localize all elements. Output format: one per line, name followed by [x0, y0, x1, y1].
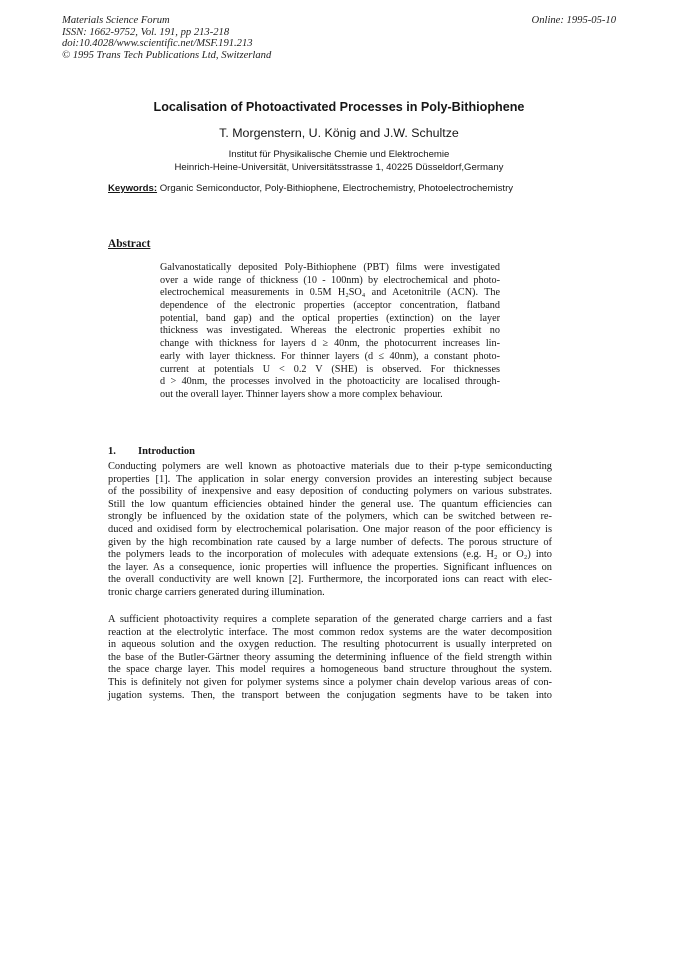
- paragraph-line: jugation systems. Then, the transport between the conjugation segments have to be taken into: [108, 689, 552, 701]
- journal-copyright: © 1995 Trans Tech Publications Ltd, Switzerland: [62, 49, 272, 61]
- abstract-line: over a wide range of thickness (10 - 100nm) by electrochemical and photo-: [160, 274, 500, 286]
- journal-doi: doi:10.4028/www.scientific.net/MSF.191.213: [62, 38, 253, 50]
- section-title: Introduction: [138, 446, 195, 457]
- abstract-line: electrochemical measurements in 0.5M H₂SO₄ and Acetonitrile (ACN). The: [160, 287, 500, 299]
- intro-paragraph-2: [108, 614, 552, 702]
- paragraph-line: the layer. As a consequence, ionic properties will influence the properties. Significant influences on: [108, 561, 552, 573]
- abstract-line: out the overall layer. Thinner layers show a more complex behaviour.: [160, 388, 443, 400]
- abstract-line: Galvanostatically deposited Poly-Bithiophene (PBT) films were investigated: [160, 262, 500, 273]
- paragraph-line: This is definitely not given for polymer systems since a polymer chain develop various areas of con-: [108, 676, 552, 688]
- paragraph-line: reaction at the electrolytic interface. The most common redox systems are the water decomposition: [108, 626, 552, 638]
- section-number: 1.: [108, 446, 116, 457]
- paragraph-line: properties [1]. The application in solar energy conversion provides an interesting subject because: [108, 473, 552, 485]
- paragraph-line: Conducting polymers are well known as photoactive materials due to their p-type semiconducting: [108, 461, 552, 472]
- affiliation: [0, 149, 678, 174]
- paragraph-line: the base of the Butler-Gärtner theory assuming the determining influence of the field strength within: [108, 651, 552, 663]
- abstract-body: [160, 262, 500, 402]
- abstract-line: thickness was investigated. Whereas the electronic properties exhibit no: [160, 325, 500, 337]
- section-heading-introduction: [108, 446, 195, 457]
- paragraph-line: duced and oxidised form by electrochemical polarisation. One major reason of the poor efficiency is: [108, 523, 552, 535]
- paragraph-line: tronic charge carriers generated during illumination.: [108, 586, 325, 598]
- keywords-list: Organic Semiconductor, Poly-Bithiophene, Electrochemistry, Photoelectrochemistry: [159, 183, 514, 194]
- abstract-line: potential, band gap) and the optical properties (extinction) on the layer: [160, 312, 500, 324]
- abstract-heading: Abstract: [108, 238, 151, 250]
- paragraph-line: strongly be influenced by the oxidation state of the polymers, which can be switched between re-: [108, 511, 552, 523]
- online-date: Online: 1995-05-10: [531, 15, 616, 26]
- paragraph-line: the polymers leads to the incorporation of molecules with adequate extensions (e.g. H₂ or O₂) into: [108, 549, 552, 561]
- journal-info: [62, 15, 271, 61]
- keywords: [108, 183, 608, 194]
- affiliation-institute: Institut für Physikalische Chemie und Elektrochemie: [228, 149, 450, 160]
- journal-issn: ISSN: 1662-9752, Vol. 191, pp 213-218: [62, 26, 230, 38]
- paper-title: Localisation of Photoactivated Processes in Poly-Bithiophene: [153, 100, 525, 114]
- paragraph-line: Still the low quantum efficiencies obtained hinder the general use. The quantum efficiencies can: [108, 498, 552, 510]
- paragraph-line: the space charge layer. This model requires a homogeneous band structure throughout the system.: [108, 664, 552, 676]
- paragraph-line: of the possibility of inexpensive and easy deposition of conducting polymers on various substrates.: [108, 486, 552, 498]
- paper-authors: T. Morgenstern, U. König and J.W. Schultze: [219, 126, 459, 140]
- intro-paragraph-1: [108, 461, 552, 600]
- keywords-label: Keywords:: [108, 183, 158, 194]
- abstract-line: current at potentials U < 0.2 V (SHE) is observed. For thicknesses: [160, 363, 500, 375]
- abstract-line: dependence of the electronic properties (acceptor concentration, flatband: [160, 300, 500, 312]
- paragraph-line: A sufficient photoactivity requires a complete separation of the generated charge carriers and a fast: [108, 614, 552, 625]
- journal-name: Materials Science Forum: [62, 15, 170, 26]
- abstract-line: d > 40nm, the processes involved in the photoacticity are localised through-: [160, 376, 500, 388]
- paragraph-line: given by the high recombination rate caused by a large number of defects. The porous structure of: [108, 536, 552, 548]
- paragraph-line: the overall conductivity are well known [2]. Furthermore, the incorporated ions can react with elec-: [108, 574, 552, 586]
- paragraph-line: in aqueous solution and the oxygen reduction. The resulting photocurrent is usually interpreted on: [108, 639, 552, 651]
- affiliation-university: Heinrich-Heine-Universität, Universitätsstrasse 1, 40225 Düsseldorf,Germany: [174, 161, 504, 173]
- abstract-line: early with layer thickness. For thinner layers (d ≤ 40nm), a constant photo-: [160, 350, 500, 362]
- abstract-line: change with thickness for layers d ≥ 40nm, the photocurrent increases lin-: [160, 338, 500, 350]
